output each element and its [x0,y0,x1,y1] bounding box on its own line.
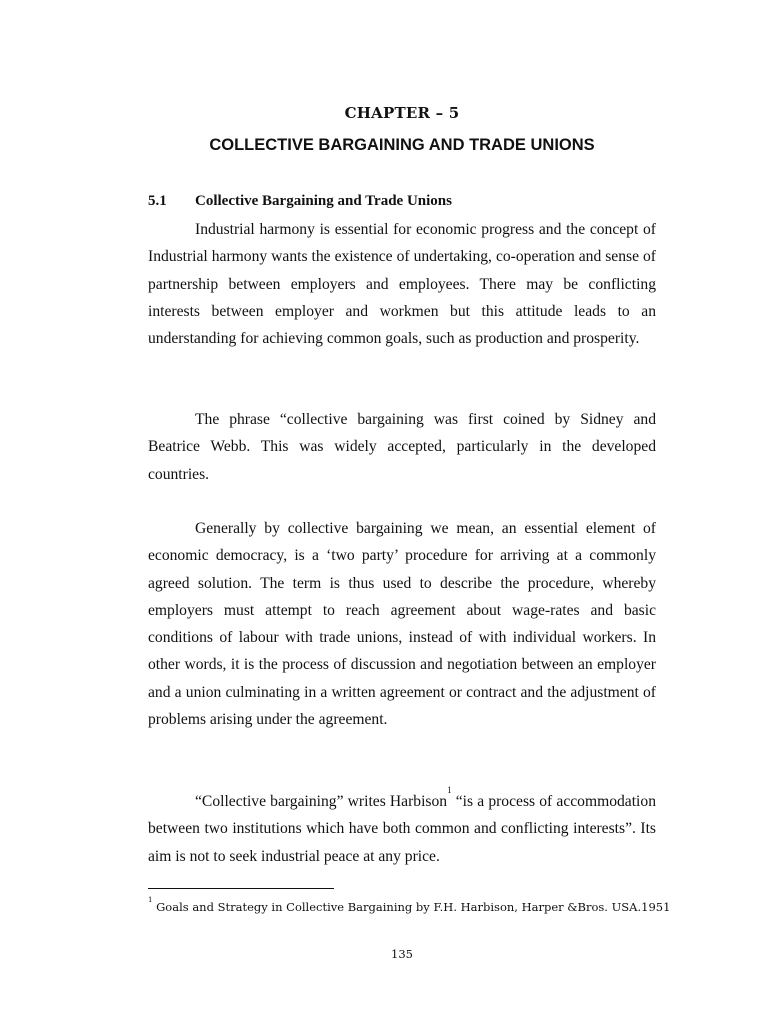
quote-text-start: “Collective bargaining” writes Harbison [195,793,448,810]
page-number: 135 [391,947,413,961]
chapter-label: CHAPTER – 5 [344,104,460,122]
footnote-separator [148,888,334,889]
paragraph-phrase-origin: The phrase “collective bargaining was first coined by Sidney and Beatrice Webb. This was widely accepted, particularly in the developed countries. [148,411,656,483]
footnote-text: Goals and Strategy in Collective Bargaining by F.H. Harbison, Harper &Bros. USA.1951 [152,900,671,914]
footnote-marker: 1 [148,896,153,904]
section-number: 5.1 [148,193,167,209]
footnote [148,896,671,914]
paragraph-harbison-quote [148,785,656,870]
paragraph-definition: Generally by collective bargaining we mean, an essential element of economic democracy, is a ‘two party’ procedure for arriving at a commonly agreed solution. The term is thus used to describe the procedure, whereby employers must attempt to reach agreement about wage-rates and basic conditions of labour with trade unions, instead of with individual workers. In other words, it is the process of discussion and negotiation between an employer and a union culminating in a written agreement or contract and the adjustment of problems arising under the agreement. [148,520,656,729]
chapter-title: COLLECTIVE BARGAINING AND TRADE UNIONS [209,136,595,154]
section-heading [148,193,452,210]
footnote-reference: 1 [447,785,452,795]
section-title: Collective Bargaining and Trade Unions [195,193,452,209]
paragraph-industrial-harmony: Industrial harmony is essential for economic progress and the concept of Industrial harmony wants the existence of undertaking, co-operation and sense of partnership between employers and employees. There may be conflicting interests between employer and workmen but this attitude leads to an understanding for achieving common goals, such as production and prosperity. [148,221,656,348]
quote-text-end: “is a process of accommodation between two institutions which have both common and conflicting interests”. Its aim is not to seek industrial peace at any price. [148,793,656,865]
